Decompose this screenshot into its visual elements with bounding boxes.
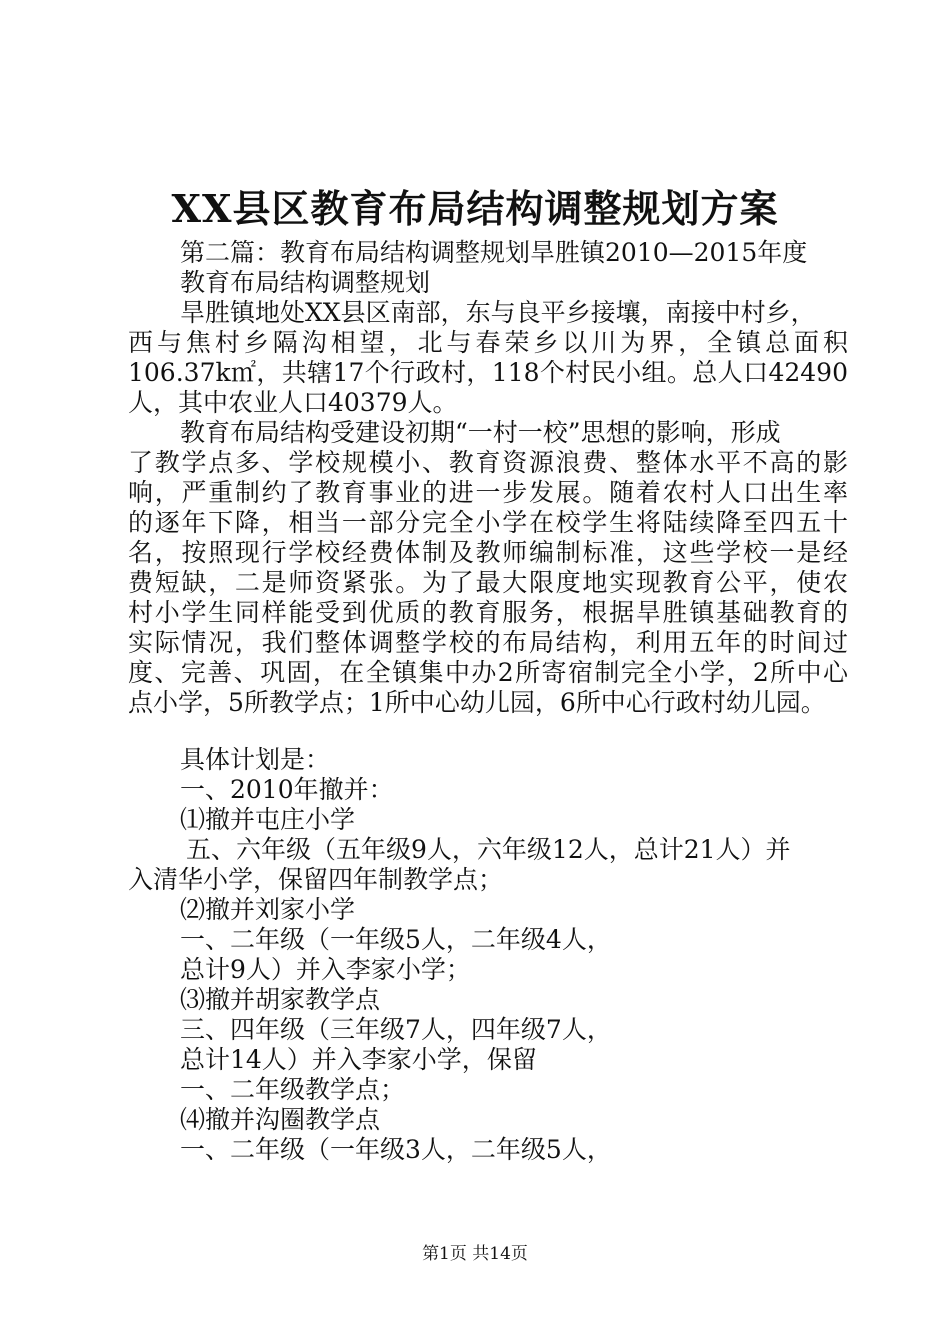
body-line: 的逐年下降，相当一部分完全小学在校学生将陆续降至四五十 <box>128 508 848 537</box>
body-line: 费短缺，二是师资紧张。为了最大限度地实现教育公平，使农 <box>128 568 848 597</box>
body-line: 106.37k㎡，共辖17个行政村，118个村民小组。总人口42490 <box>128 358 848 387</box>
body-line: 三、四年级（三年级7人，四年级7人， <box>180 1015 612 1044</box>
body-line: 教育布局结构调整规划 <box>180 268 431 297</box>
body-line: 入清华小学，保留四年制教学点； <box>128 865 504 894</box>
body-line: 人，其中农业人口40379人。 <box>128 388 458 417</box>
body-line: 了教学点多、学校规模小、教育资源浪费、整体水平不高的影 <box>128 448 848 477</box>
body-line: 西与焦村乡隔沟相望，北与春荣乡以川为界，全镇总面积 <box>128 328 848 357</box>
document-body <box>128 238 848 1165</box>
body-line: ⑴撤并屯庄小学 <box>180 805 356 834</box>
body-line: ⑵撤并刘家小学 <box>180 895 356 924</box>
body-line: 度、完善、巩固，在全镇集中办2所寄宿制完全小学，2所中心 <box>128 658 848 687</box>
body-line: 名，按照现行学校经费体制及教师编制标准，这些学校一是经 <box>128 538 848 567</box>
page-footer: 第1页 共14页 <box>422 1244 528 1264</box>
body-line: 实际情况，我们整体调整学校的布局结构，利用五年的时间过 <box>128 628 848 657</box>
body-line: 响，严重制约了教育事业的进一步发展。随着农村人口出生率 <box>128 478 848 507</box>
document-title: XX县区教育布局结构调整规划方案 <box>171 186 779 231</box>
body-line: 一、二年级（一年级3人，二年级5人， <box>180 1135 612 1164</box>
body-line: ⑶撤并胡家教学点 <box>180 985 381 1014</box>
body-line: 村小学生同样能受到优质的教育服务，根据旱胜镇基础教育的 <box>128 598 848 627</box>
body-line: 一、二年级（一年级5人，二年级4人， <box>180 925 612 954</box>
body-line: 教育布局结构受建设初期“一村一校”思想的影响，形成 <box>180 418 781 447</box>
body-line: ⑷撤并沟圈教学点 <box>180 1105 381 1134</box>
body-line: 五、六年级（五年级9人，六年级12人，总计21人）并 <box>186 835 791 864</box>
body-line: 旱胜镇地处XX县区南部，东与良平乡接壤，南接中村乡， <box>180 298 816 327</box>
body-line: 点小学，5所教学点；1所中心幼儿园，6所中心行政村幼儿园。 <box>128 688 826 717</box>
body-line: 总计14人）并入李家小学，保留 <box>180 1045 537 1074</box>
body-line: 具体计划是： <box>180 745 331 774</box>
body-line: 总计9人）并入李家小学； <box>180 955 471 984</box>
body-line: 第二篇：教育布局结构调整规划旱胜镇2010—2015年度 <box>180 238 808 267</box>
paragraph-spacer <box>128 718 848 745</box>
body-line: 一、2010年撤并： <box>180 775 394 804</box>
body-line: 一、二年级教学点； <box>180 1075 406 1104</box>
